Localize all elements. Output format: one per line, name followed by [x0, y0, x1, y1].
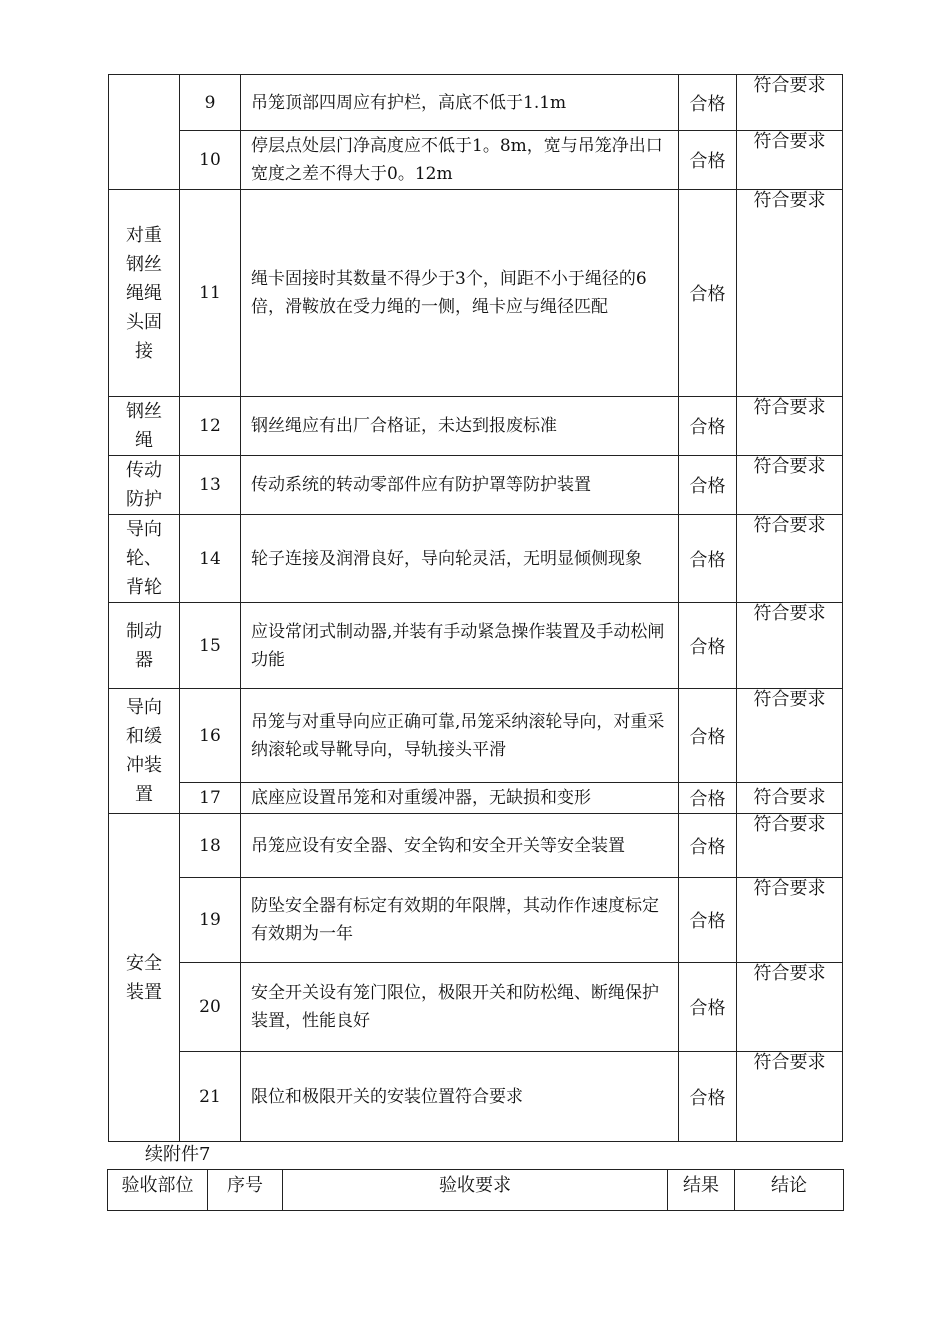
- row-conclusion: 符合要求: [737, 603, 843, 689]
- continuation-header-table: [107, 1169, 844, 1211]
- row-number: 10: [180, 131, 241, 190]
- row-result: 合格: [679, 963, 737, 1052]
- row-number: 9: [180, 75, 241, 131]
- row-requirement: 轮子连接及润滑良好，导向轮灵活，无明显倾侧现象: [241, 515, 679, 603]
- row-requirement: 安全开关设有笼门限位，极限开关和防松绳、断绳保护装置，性能良好: [241, 963, 679, 1052]
- row-number: 20: [180, 963, 241, 1052]
- table-row: [109, 456, 843, 515]
- table-row: [109, 603, 843, 689]
- row-conclusion: 符合要求: [737, 397, 843, 456]
- row-result: 合格: [679, 814, 737, 878]
- row-requirement: 绳卡固接时其数量不得少于3个，间距不小于绳径的6倍，滑鞍放在受力绳的一侧，绳卡应与绳径匹配: [241, 190, 679, 397]
- row-requirement: 钢丝绳应有出厂合格证，未达到报废标准: [241, 397, 679, 456]
- table-row: [109, 75, 843, 131]
- table-row: [109, 814, 843, 878]
- row-result: 合格: [679, 603, 737, 689]
- row-requirement: 停层点处层门净高度应不低于1。8m，宽与吊笼净出口宽度之差不得大于0。12m: [241, 131, 679, 190]
- header-part: 验收部位: [108, 1170, 208, 1211]
- row-requirement: 应设常闭式制动器,并装有手动紧急操作装置及手动松闸功能: [241, 603, 679, 689]
- inspection-table: [108, 74, 843, 1142]
- row-result: 合格: [679, 1052, 737, 1142]
- table-row: [109, 131, 843, 190]
- row-conclusion: 符合要求: [737, 963, 843, 1052]
- row-number: 12: [180, 397, 241, 456]
- row-number: 17: [180, 783, 241, 814]
- row-result: 合格: [679, 878, 737, 963]
- row-number: 15: [180, 603, 241, 689]
- continuation-label: 续附件7: [145, 1144, 211, 1165]
- row-number: 18: [180, 814, 241, 878]
- row-conclusion: 符合要求: [737, 814, 843, 878]
- table-row: [109, 783, 843, 814]
- table-row: [109, 878, 843, 963]
- row-conclusion: 符合要求: [737, 515, 843, 603]
- row-result: 合格: [679, 75, 737, 131]
- table-row: [109, 515, 843, 603]
- row-conclusion: 符合要求: [737, 75, 843, 131]
- row-conclusion: 符合要求: [737, 131, 843, 190]
- row-requirement: 吊笼顶部四周应有护栏，高底不低于1.1m: [241, 75, 679, 131]
- header-conclusion: 结论: [735, 1170, 844, 1211]
- table-row: [109, 689, 843, 783]
- row-number: 11: [180, 190, 241, 397]
- header-row: [108, 1170, 844, 1211]
- part-cell: [109, 75, 180, 190]
- row-requirement: 底座应设置吊笼和对重缓冲器，无缺损和变形: [241, 783, 679, 814]
- part-cell: 传动防护: [109, 456, 180, 515]
- row-requirement: 吊笼应设有安全器、安全钩和安全开关等安全装置: [241, 814, 679, 878]
- row-number: 14: [180, 515, 241, 603]
- part-cell: 导向轮、背轮: [109, 515, 180, 603]
- header-requirement: 验收要求: [283, 1170, 668, 1211]
- row-requirement: 传动系统的转动零部件应有防护罩等防护装置: [241, 456, 679, 515]
- part-cell: 导向和缓冲装置: [109, 689, 180, 814]
- row-result: 合格: [679, 515, 737, 603]
- table-row: [109, 1052, 843, 1142]
- row-result: 合格: [679, 456, 737, 515]
- row-number: 21: [180, 1052, 241, 1142]
- row-requirement: 防坠安全器有标定有效期的年限牌，其动作作速度标定有效期为一年: [241, 878, 679, 963]
- row-conclusion: 符合要求: [737, 783, 843, 814]
- part-cell: 钢丝绳: [109, 397, 180, 456]
- row-number: 16: [180, 689, 241, 783]
- row-result: 合格: [679, 190, 737, 397]
- row-conclusion: 符合要求: [737, 1052, 843, 1142]
- row-conclusion: 符合要求: [737, 190, 843, 397]
- row-result: 合格: [679, 131, 737, 190]
- header-result: 结果: [668, 1170, 735, 1211]
- row-number: 13: [180, 456, 241, 515]
- table-row: [109, 963, 843, 1052]
- table-row: [109, 190, 843, 397]
- part-cell: 安全装置: [109, 814, 180, 1142]
- row-result: 合格: [679, 689, 737, 783]
- part-cell: 制动器: [109, 603, 180, 689]
- header-number: 序号: [208, 1170, 283, 1211]
- row-conclusion: 符合要求: [737, 878, 843, 963]
- row-conclusion: 符合要求: [737, 456, 843, 515]
- row-requirement: 吊笼与对重导向应正确可靠,吊笼采纳滚轮导向，对重采纳滚轮或导靴导向，导轨接头平滑: [241, 689, 679, 783]
- row-requirement: 限位和极限开关的安装位置符合要求: [241, 1052, 679, 1142]
- row-result: 合格: [679, 783, 737, 814]
- table-row: [109, 397, 843, 456]
- part-cell: 对重钢丝绳绳头固接: [109, 190, 180, 397]
- row-result: 合格: [679, 397, 737, 456]
- row-number: 19: [180, 878, 241, 963]
- row-conclusion: 符合要求: [737, 689, 843, 783]
